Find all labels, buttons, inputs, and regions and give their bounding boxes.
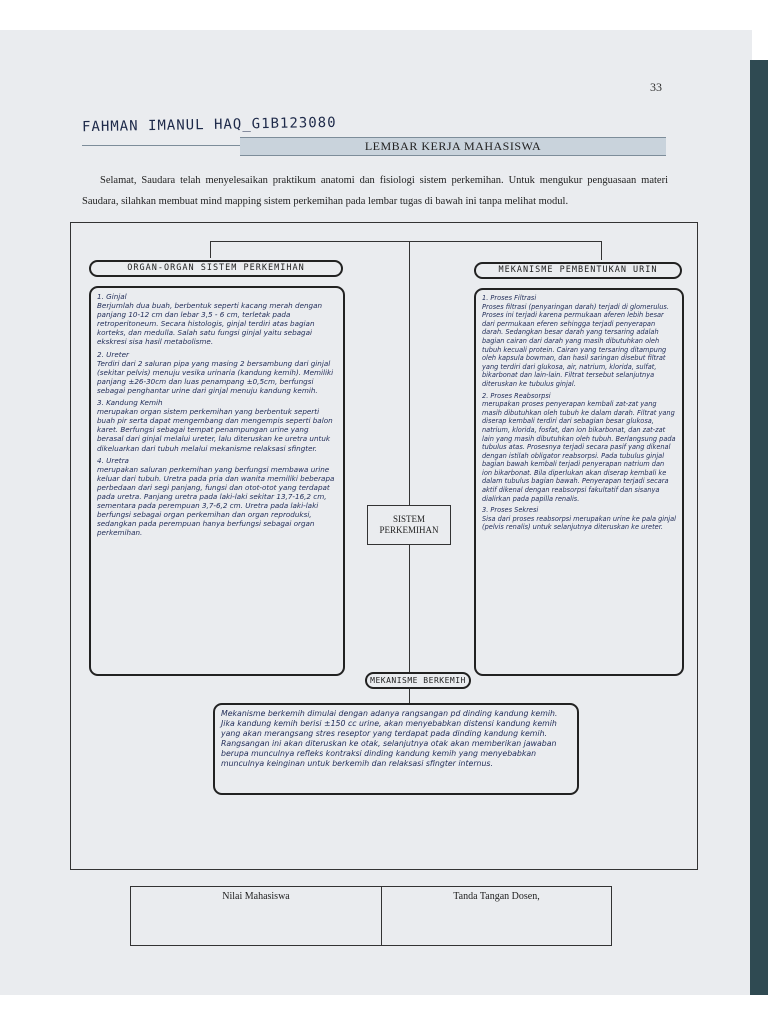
binder-edge — [750, 60, 768, 995]
organ-box — [89, 286, 345, 676]
center-node — [367, 505, 451, 545]
organ-section-ureter — [97, 350, 337, 395]
branch-label-berkemih: MEKANISME BERKEMIH — [365, 672, 471, 689]
section-title: 2. Proses Reabsorpsi — [482, 391, 551, 400]
section-title: 3. Kandung Kemih — [97, 398, 163, 408]
center-line-2: PERKEMIHAN — [379, 525, 439, 535]
nilai-mahasiswa-cell: Nilai Mahasiswa — [222, 891, 290, 902]
mekanisme-box — [474, 288, 684, 676]
organ-section-uretra — [97, 456, 337, 538]
section-body: merupakan organ sistem perkemihan yang berbentuk seperti buah pir serta dapat mengembang dan mengempis seperti balon karet. Berfungsi sebagai tempat penampungan urine yang berasal dari ginjal melalui ureter, lalu diteruskan ke uretra untuk dikeluarkan dari tubuh melalui mekanisme relaksasi sfingter. — [97, 407, 333, 453]
mekanisme-section-reabsorpsi — [482, 392, 676, 504]
connector-center-upper — [409, 241, 410, 505]
mekanisme-section-filtrasi — [482, 294, 676, 389]
section-body: merupakan proses penyerapan kembali zat-zat yang masih dibutuhkan oleh tubuh ke dalam darah. Filtrat yang diserap kembali terdiri dari sebagian besar glukosa, natrium, klorida, fosfat, dan ion bikarbonat, dan zat-zat lain yang masih dibutuhkan oleh tubuh. Berlangsung pada tubulus atas. Prosesnya terjadi secara pasif yang dikenal dengan istilah obligator reabsorpsi. Pada tubulus ginjal bagian bawah kembali terjadi penyerapan natrium dan ion bikarbonat. Bila diperlukan akan diserap kembali ke dalam tubulus bagian bawah. Penyerapan terjadi secara aktif dikenal dengan reabsorpsi fakultatif dan sisanya dialirkan pada papilla renalis. — [482, 400, 676, 503]
section-title: 3. Proses Sekresi — [482, 506, 539, 515]
organ-section-ginjal — [97, 292, 337, 347]
connector-center-lower — [409, 545, 410, 676]
berkemih-body: Mekanisme berkemih dimulai dengan adanya rangsangan pd dinding kandung kemih. Jika kandung kemih berisi ±150 cc urine, akan menyebabkan distensi kandung kemih yang akan merangsang stres reseptor yang terdapat pada dinding kandung kemih. Rangsangan ini akan diteruskan ke otak, selanjutnya otak akan memberikan jawaban berupa munculnya refleks kontraksi dinding kandung kemih yang menyebabkan munculnya keinginan untuk berkemih dan relaksasi sfingter internus. — [221, 709, 558, 768]
title-bar — [240, 137, 666, 156]
organ-section-kandung-kemih — [97, 398, 337, 453]
connector-right-drop — [601, 241, 602, 260]
page-title: LEMBAR KERJA MAHASISWA — [364, 139, 542, 153]
berkemih-box — [213, 703, 579, 795]
section-body: merupakan saluran perkemihan yang berfungsi membawa urine keluar dari tubuh. Uretra pada pria dan wanita memiliki beberapa perbedaan dari segi panjang, fungsi dan otot-otot yang terdapat pada uretra. Panjang uretra pada laki-laki sekitar 13,7-16,2 cm, sementara pada perempuan 3,7-6,2 cm. Uretra pada laki-laki berfungsi sebagai organ perkemihan dan organ reproduksi, sedangkan pada perempuan hanya berfungsi sebagai organ perkemihan. — [97, 464, 335, 538]
section-title: 1. Ginjal — [97, 292, 127, 301]
title-rule — [82, 145, 240, 146]
top-margin — [0, 0, 768, 30]
connector-bottom-drop — [409, 687, 410, 703]
grading-table — [130, 886, 612, 946]
page-number: 33 — [650, 80, 662, 94]
section-body: Berjumlah dua buah, berbentuk seperti kacang merah dengan panjang 10-12 cm dan lebar 3,5 - 6 cm, terletak pada retroperitoneum. Secara histologis, ginjal terdiri atas bagian korteks, dan medulla. Salah satu fungsi ginjal yaitu sebagai ekskresi sisa hasil metabolisme. — [97, 301, 323, 347]
branch-label-organ: ORGAN-ORGAN SISTEM PERKEMIHAN — [89, 260, 343, 277]
section-title: 4. Uretra — [97, 455, 129, 465]
section-body: Terdiri dari 2 saluran pipa yang masing 2 bersambung dari ginjal (sekitar pelvis) menuju vesika urinaria (kandung kemih). Memiliki panjang ±26-30cm dan luas penampang ±0,5cm, berfungsi sebagai penghantar urine dari ginjal menuju kandung kemih. — [97, 358, 334, 395]
tanda-tangan-cell: Tanda Tangan Dosen, — [453, 891, 540, 902]
connector-top-horizontal — [210, 241, 602, 242]
section-body: Sisa dari proses reabsorpsi merupakan urine ke pala ginjal (pelvis renalis) untuk selanjutnya diteruskan ke ureter. — [482, 514, 676, 532]
section-title: 1. Proses Filtrasi — [482, 294, 537, 302]
connector-left-drop — [210, 241, 211, 258]
section-title: 2. Ureter — [97, 349, 129, 359]
branch-label-mekanisme: MEKANISME PEMBENTUKAN URIN — [474, 262, 682, 279]
mekanisme-section-sekresi — [482, 506, 676, 532]
center-line-1: SISTEM — [392, 514, 425, 524]
section-body: Proses filtrasi (penyaringan darah) terjadi di glomerulus. Proses ini terjadi karena permukaan aferen lebih besar dari permukaan eferen sehingga terjadi penyerapan darah. Sedangkan besar darah yang tersaring adalah bagian cairan dari darah yang masih dibutuhkan oleh tubuh kecuali protein. Cairan yang tersaring ditampung oleh kapsula bowman, dan hasil saringan disebut filtrat yang terdiri dari glukosa, air, natrium, klorida, sulfat, bikarbonat dan lain-lain. Filtrat tersebut selanjutnya diteruskan ke tubulus ginjal. — [482, 302, 669, 388]
handwritten-author: FAHMAN IMANUL HAQ_G1B123080 — [81, 114, 337, 136]
intro-paragraph: Selamat, Saudara telah menyelesaikan praktikum anatomi dan fisiologi sistem perkemihan. Untuk mengukur penguasaan materi Saudara, silahkan membuat mind mapping sistem perkemihan pada lembar tugas di bawah ini tanpa melihat modul. — [82, 175, 668, 207]
bottom-margin — [0, 995, 768, 1024]
